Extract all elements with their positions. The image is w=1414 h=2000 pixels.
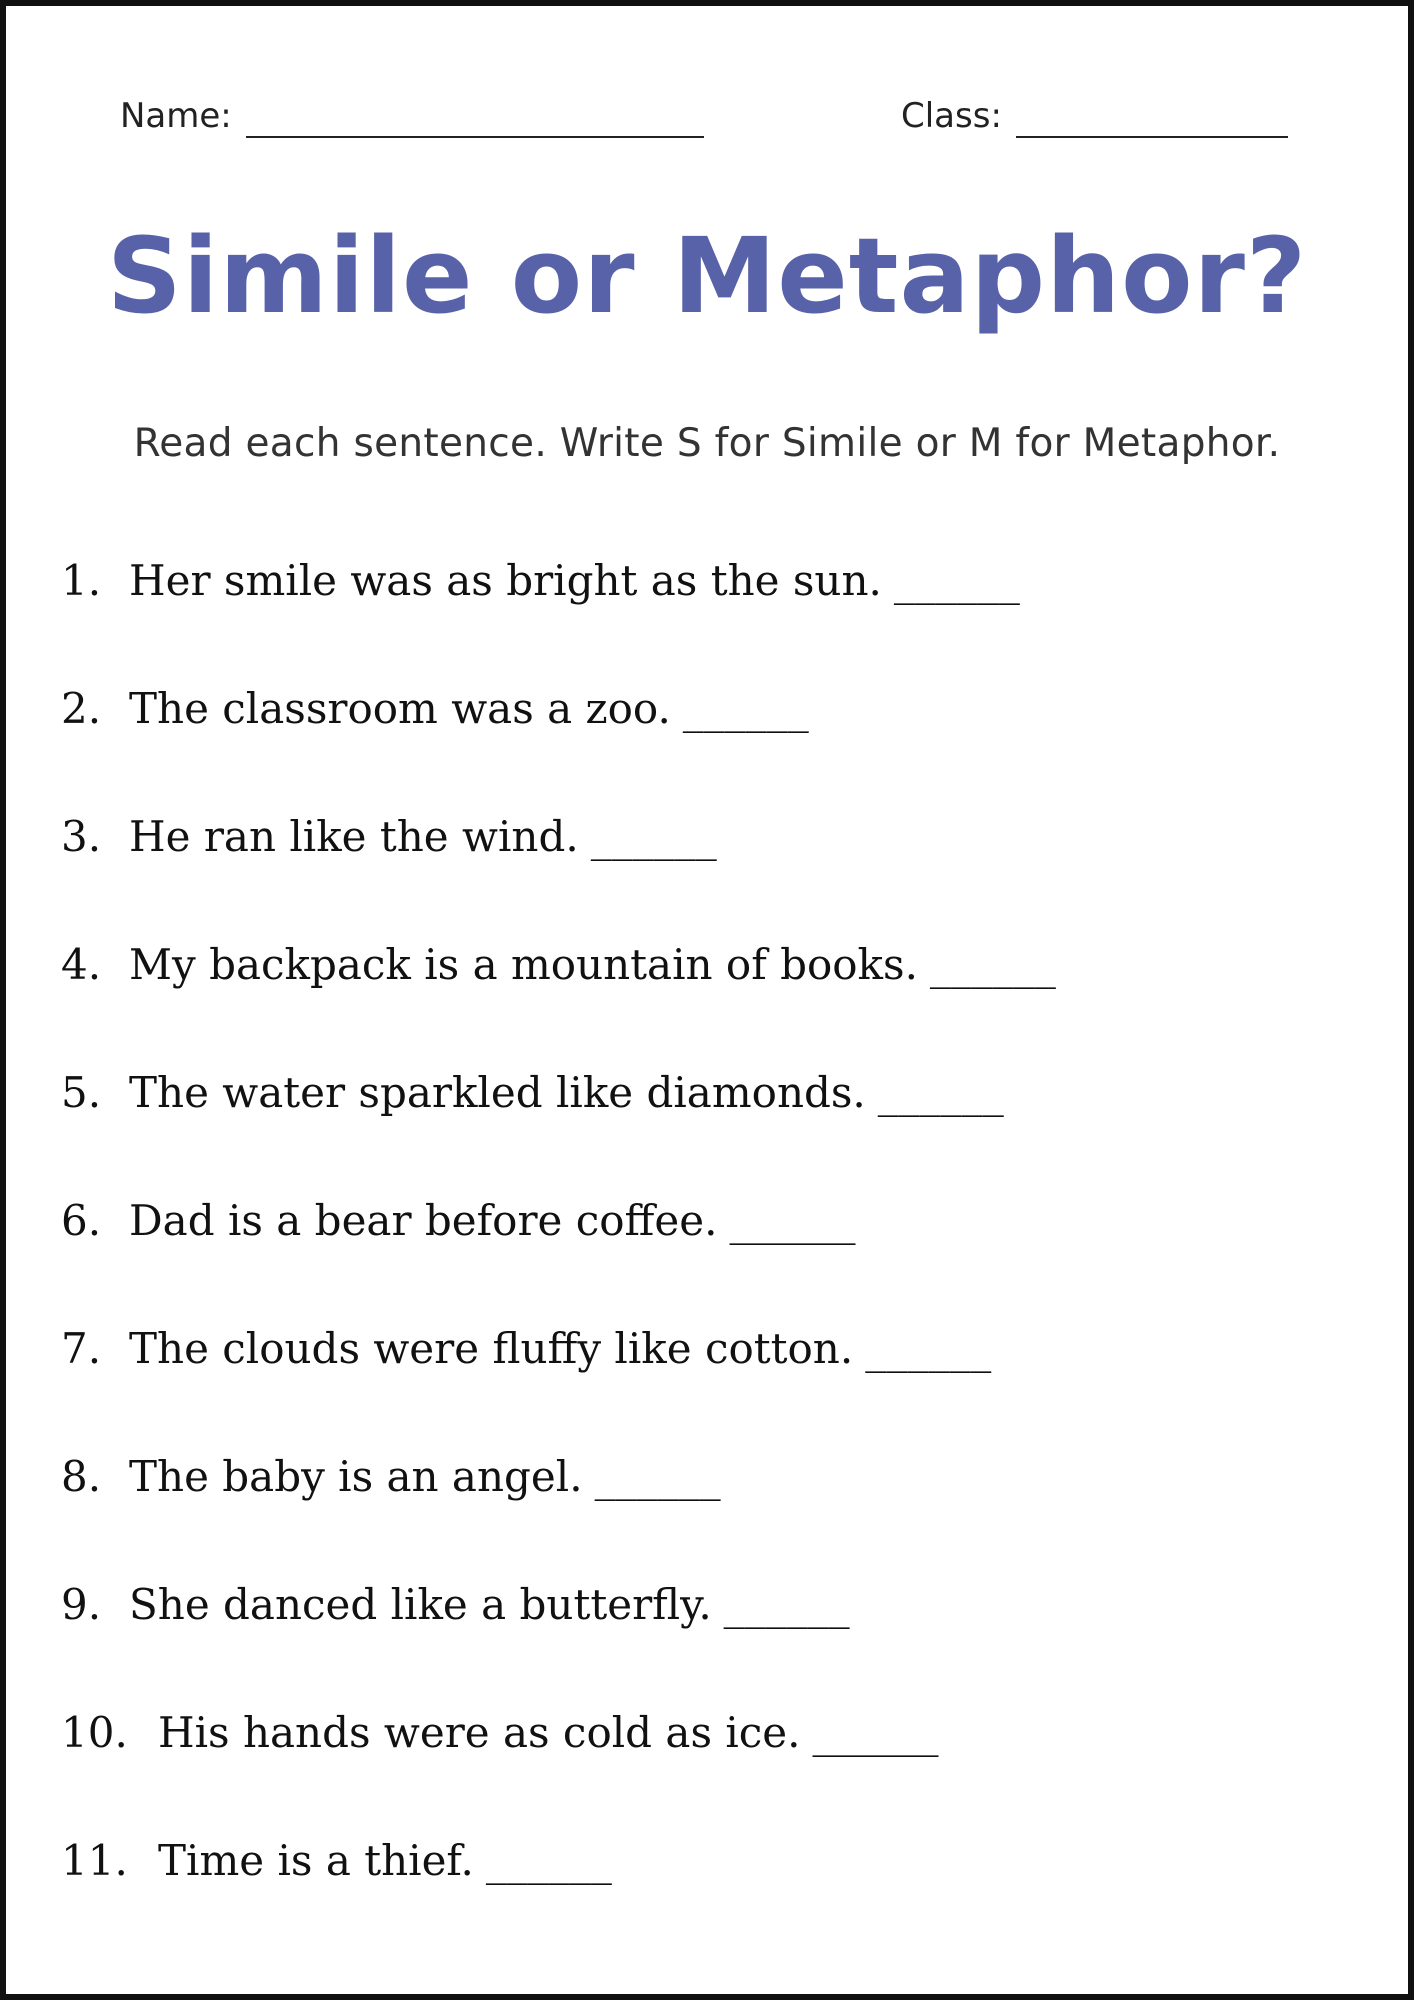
answer-blank[interactable]: ______ bbox=[929, 940, 1056, 989]
answer-blank[interactable]: ______ bbox=[590, 812, 717, 861]
instructions: Read each sentence. Write S for Simile or M for Metaphor. bbox=[133, 421, 1281, 466]
question-text: My backpack is a mountain of books. bbox=[129, 940, 918, 989]
answer-blank[interactable]: ______ bbox=[594, 1452, 721, 1501]
question-text: Dad is a bear before coffee. bbox=[129, 1196, 718, 1245]
name-label: Name: bbox=[120, 96, 232, 136]
answer-blank[interactable]: ______ bbox=[485, 1836, 612, 1885]
question-text: He ran like the wind. bbox=[129, 812, 579, 861]
class-blank-line[interactable] bbox=[1016, 96, 1288, 138]
question-text: The baby is an angel. bbox=[129, 1452, 583, 1501]
question-text: The water sparkled like diamonds. bbox=[129, 1068, 866, 1117]
question-text: The clouds were fluffy like cotton. bbox=[129, 1324, 854, 1373]
answer-blank[interactable]: ______ bbox=[812, 1708, 939, 1757]
question-number: 6. bbox=[61, 1196, 102, 1245]
question-number: 2. bbox=[61, 684, 102, 733]
question-text: Her smile was as bright as the sun. bbox=[129, 556, 882, 605]
answer-blank[interactable]: ______ bbox=[723, 1580, 850, 1629]
question-number: 8. bbox=[61, 1452, 102, 1501]
class-field bbox=[901, 94, 1288, 138]
question-item bbox=[61, 935, 1361, 1063]
question-item bbox=[61, 807, 1361, 935]
class-label: Class: bbox=[901, 96, 1002, 136]
question-text: Time is a thief. bbox=[158, 1836, 474, 1885]
question-item bbox=[61, 1831, 1361, 1959]
name-field bbox=[120, 94, 704, 138]
question-item bbox=[61, 1063, 1361, 1191]
question-number: 9. bbox=[61, 1580, 102, 1629]
question-number: 4. bbox=[61, 940, 102, 989]
name-blank-line[interactable] bbox=[246, 96, 704, 138]
question-item bbox=[61, 551, 1361, 679]
question-number: 10. bbox=[61, 1708, 128, 1757]
answer-blank[interactable]: ______ bbox=[682, 684, 809, 733]
question-number: 3. bbox=[61, 812, 102, 861]
question-item bbox=[61, 1703, 1361, 1831]
student-info-header bbox=[6, 94, 1408, 144]
question-text: His hands were as cold as ice. bbox=[158, 1708, 801, 1757]
question-item bbox=[61, 1447, 1361, 1575]
answer-blank[interactable]: ______ bbox=[893, 556, 1020, 605]
question-item bbox=[61, 1319, 1361, 1447]
question-text: She danced like a butterfly. bbox=[129, 1580, 712, 1629]
question-number: 11. bbox=[61, 1836, 128, 1885]
question-item bbox=[61, 679, 1361, 807]
answer-blank[interactable]: ______ bbox=[729, 1196, 856, 1245]
question-text: The classroom was a zoo. bbox=[129, 684, 671, 733]
question-item bbox=[61, 1575, 1361, 1703]
answer-blank[interactable]: ______ bbox=[865, 1324, 992, 1373]
question-number: 1. bbox=[61, 556, 102, 605]
worksheet-title: Simile or Metaphor? bbox=[106, 215, 1308, 337]
question-item bbox=[61, 1191, 1361, 1319]
question-number: 7. bbox=[61, 1324, 102, 1373]
answer-blank[interactable]: ______ bbox=[877, 1068, 1004, 1117]
question-list bbox=[61, 551, 1361, 1959]
question-number: 5. bbox=[61, 1068, 102, 1117]
